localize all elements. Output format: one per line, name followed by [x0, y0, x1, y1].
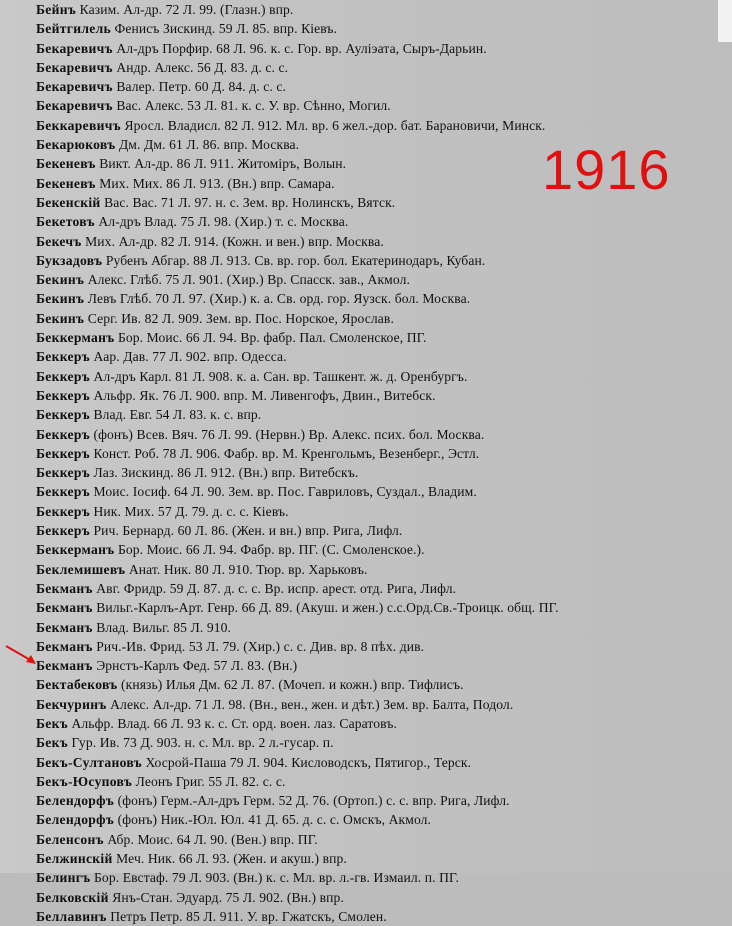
entry-details: Меч. Ник. 66 Л. 93. (Жен. и акуш.) впр. [116, 851, 347, 867]
entry-surname: Бекчуринъ [36, 696, 107, 712]
entry-surname: Белингъ [36, 870, 91, 886]
entry-surname: Белендорфъ [36, 812, 115, 828]
entry-details: Фенисъ Зискинд. 59 Л. 85. впр. Кіевъ. [114, 21, 338, 37]
entry-surname: Беллавинъ [36, 908, 107, 924]
entry-details: Рубенъ Абгар. 88 Л. 913. Св. вр. гор. бол. Екатеринодаръ, Кубан. [105, 252, 486, 268]
entry-details: Конст. Роб. 78 Л. 906. Фабр. вр. М. Кренгольмъ, Везенберг., Эстл. [93, 445, 480, 461]
entry-details: Альфр. Як. 76 Л. 900. впр. М. Ливенгофъ, Двин., Витебск. [93, 387, 436, 403]
entry-surname: Бекъ [36, 735, 68, 751]
entry-details: (князь) Илья Дм. 62 Л. 87. (Мочеп. и кожн.) впр. Тифлисъ. [120, 677, 464, 693]
entry-details: (фонъ) Ник.-Юл. Юл. 41 Д. 65. д. с. с. Омскъ, Акмол. [117, 812, 432, 828]
directory-entry [36, 502, 726, 521]
entry-details: Вас. Вас. 71 Л. 97. н. с. Зем. вр. Нолинскъ, Вятск. [104, 194, 396, 210]
entry-surname: Букзадовъ [36, 252, 103, 268]
entry-surname: Бекенскій [36, 194, 101, 210]
entry-surname: Белендорфъ [36, 793, 115, 809]
entry-surname: Беккеръ [36, 407, 90, 423]
entry-details: Моис. Іосиф. 64 Л. 90. Зем. вр. Пос. Гавриловъ, Суздал., Владим. [93, 484, 477, 500]
entry-surname: Беккаревичъ [36, 117, 121, 133]
entry-details: Викт. Ал-др. 86 Л. 911. Житоміръ, Волын. [99, 156, 347, 172]
entry-details: (фонъ) Всев. Вяч. 76 Л. 99. (Нервн.) Вр. Алекс. псих. бол. Москва. [93, 426, 485, 442]
entry-details: Альфр. Влад. 66 Л. 93 к. с. Ст. орд. воен. лаз. Саратовъ. [71, 715, 397, 731]
entry-surname: Бекманъ [36, 658, 93, 674]
entry-surname: Беклемишевъ [36, 561, 126, 577]
entry-surname: Беленсонъ [36, 831, 104, 847]
directory-entry [36, 810, 726, 829]
directory-entry [36, 598, 726, 617]
entry-surname: Бекечъ [36, 233, 82, 249]
directory-entry [36, 116, 726, 135]
directory-entry [36, 560, 726, 579]
entry-surname: Бекаревичъ [36, 98, 113, 114]
entry-details: Ал-дръ Влад. 75 Л. 98. (Хир.) т. с. Москва. [98, 214, 349, 230]
entry-details: Бор. Моис. 66 Л. 94. Вр. фабр. Пал. Смоленское, ПГ. [117, 330, 427, 346]
entry-surname: Беккеръ [36, 523, 90, 539]
entry-surname: Белжинскій [36, 851, 113, 867]
directory-entry [36, 637, 726, 656]
directory-entry [36, 733, 726, 752]
entry-surname: Бекеневъ [36, 156, 96, 172]
entry-details: Левъ Глѣб. 70 Л. 97. (Хир.) к. а. Св. орд. гор. Яузск. бол. Москва. [87, 291, 471, 307]
directory-entry [36, 212, 726, 231]
directory-entry [36, 347, 726, 366]
entry-surname: Бекъ [36, 715, 68, 731]
directory-entry [36, 58, 726, 77]
entry-surname: Бекинъ [36, 310, 85, 326]
entry-details: Мих. Мих. 86 Л. 913. (Вн.) впр. Самара. [99, 175, 335, 191]
entry-surname: Бекинъ [36, 272, 85, 288]
entry-surname: Беккерманъ [36, 330, 115, 346]
entry-surname: Беккеръ [36, 368, 90, 384]
entry-details: Эрнстъ-Карлъ Фед. 57 Л. 83. (Вн.) [96, 658, 298, 674]
entry-surname: Бекеневъ [36, 175, 96, 191]
entry-details: Влад. Вильг. 85 Л. 910. [96, 619, 232, 635]
entry-details: Абр. Моис. 64 Л. 90. (Вен.) впр. ПГ. [107, 831, 318, 847]
entry-surname: Бекманъ [36, 638, 93, 654]
entry-surname: Бекъ-Юсуповъ [36, 773, 133, 789]
entry-surname: Беккеръ [36, 426, 90, 442]
directory-entry [36, 791, 726, 810]
entry-details: Аар. Дав. 77 Л. 902. впр. Одесса. [93, 349, 287, 365]
entry-details: Алекс. Глѣб. 75 Л. 901. (Хир.) Вр. Спасск. зав., Акмол. [87, 272, 410, 288]
entry-surname: Бекманъ [36, 600, 93, 616]
directory-entry [36, 888, 726, 907]
entry-surname: Беккеръ [36, 349, 90, 365]
directory-entry [36, 830, 726, 849]
directory-entry [36, 425, 726, 444]
directory-entry [36, 618, 726, 637]
entry-details: Хосрой-Паша 79 Л. 904. Кисловодскъ, Пятигор., Терск. [145, 754, 472, 770]
directory-entry [36, 463, 726, 482]
directory-entry [36, 579, 726, 598]
directory-entry [36, 656, 726, 675]
red-arrow-icon [4, 644, 38, 666]
directory-entry [36, 19, 726, 38]
entry-surname: Беккеръ [36, 445, 90, 461]
entry-surname: Беккеръ [36, 387, 90, 403]
entry-details: Вильг.-Карлъ-Арт. Генр. 66 Д. 89. (Акуш. и жен.) с.с.Орд.Св.-Троицк. общ. ПГ. [96, 600, 559, 616]
entry-details: Бор. Моис. 66 Л. 94. Фабр. вр. ПГ. (С. Смоленское.). [117, 542, 425, 558]
entry-surname: Бекаревичъ [36, 59, 113, 75]
directory-entry [36, 540, 726, 559]
entry-surname: Бекарюковъ [36, 137, 116, 153]
entry-details: Мих. Ал-др. 82 Л. 914. (Кожн. и вен.) впр. Москва. [85, 233, 384, 249]
directory-entry [36, 772, 726, 791]
directory-entry [36, 521, 726, 540]
directory-entry [36, 328, 726, 347]
directory-entry [36, 309, 726, 328]
entry-surname: Бекаревичъ [36, 40, 113, 56]
entry-details: Лаз. Зискинд. 86 Л. 912. (Вн.) впр. Витебскъ. [93, 465, 359, 481]
entry-surname: Бекманъ [36, 580, 93, 596]
entry-details: Алекс. Ал-др. 71 Л. 98. (Вн., вен., жен. и дѣт.) Зем. вр. Балта, Подол. [110, 696, 514, 712]
entry-surname: Бектабековъ [36, 677, 118, 693]
entry-surname: Бекъ-Султановъ [36, 754, 142, 770]
directory-entry [36, 714, 726, 733]
entry-surname: Беккеръ [36, 503, 90, 519]
entry-details: Авг. Фридр. 59 Д. 87. д. с. с. Вр. испр. арест. отд. Рига, Лифл. [96, 580, 457, 596]
entry-surname: Беккеръ [36, 465, 90, 481]
entry-details: Бор. Евстаф. 79 Л. 903. (Вн.) к. с. Мл. вр. л.-гв. Измаил. п. ПГ. [94, 870, 459, 886]
entry-details: Яросл. Владисл. 82 Л. 912. Мл. вр. 6 жел.-дор. бат. Барановичи, Минск. [124, 117, 546, 133]
directory-entry [36, 232, 726, 251]
entry-details: Ник. Мих. 57 Д. 79. д. с. с. Кіевъ. [93, 503, 289, 519]
entry-details: Петръ Петр. 85 Л. 911. У. вр. Гжатскъ, Смолен. [110, 908, 387, 924]
directory-entry [36, 444, 726, 463]
directory-entry [36, 0, 726, 19]
directory-entry [36, 39, 726, 58]
directory-entry [36, 907, 726, 926]
directory-entry [36, 96, 726, 115]
entry-details: Казим. Ал-др. 72 Л. 99. (Глазн.) впр. [79, 2, 294, 17]
year-annotation: 1916 [542, 138, 671, 201]
entry-details: (фонъ) Герм.-Ал-дръ Герм. 52 Д. 76. (Ортоп.) с. с. впр. Рига, Лифл. [117, 793, 510, 809]
directory-entry [36, 868, 726, 887]
entry-surname: Бекманъ [36, 619, 93, 635]
entry-details: Анат. Ник. 80 Л. 910. Тюр. вр. Харьковъ. [128, 561, 368, 577]
entry-details: Серг. Ив. 82 Л. 909. Зем. вр. Пос. Норское, Ярослав. [87, 310, 394, 326]
directory-entry [36, 849, 726, 868]
entry-details: Ал-дръ Карл. 81 Л. 908. к. а. Сан. вр. Ташкент. ж. д. Оренбургъ. [93, 368, 468, 384]
entry-surname: Бекинъ [36, 291, 85, 307]
directory-entry [36, 367, 726, 386]
entry-details: Дм. Дм. 61 Л. 86. впр. Москва. [118, 137, 300, 153]
directory-entry [36, 482, 726, 501]
entry-details: Ал-дръ Порфир. 68 Л. 96. к. с. Гор. вр. Ауліэата, Сыръ-Дарьин. [116, 40, 487, 56]
directory-entry [36, 405, 726, 424]
entry-surname: Бейнъ [36, 2, 77, 17]
directory-entry [36, 675, 726, 694]
entry-details: Гур. Ив. 73 Д. 903. н. с. Мл. вр. 2 л.-гусар. п. [71, 735, 334, 751]
entry-surname: Белковскій [36, 889, 109, 905]
entry-details: Рич.-Ив. Фрид. 53 Л. 79. (Хир.) с. с. Див. вр. 8 пѣх. див. [96, 638, 425, 654]
directory-entry [36, 753, 726, 772]
entry-surname: Бекетовъ [36, 214, 95, 230]
entry-surname: Беккерманъ [36, 542, 115, 558]
directory-entry [36, 251, 726, 270]
entry-surname: Бейтгилель [36, 21, 112, 37]
entry-details: Леонъ Григ. 55 Л. 82. с. с. [135, 773, 286, 789]
entry-details: Андр. Алекс. 56 Д. 83. д. с. с. [116, 59, 289, 75]
entry-details: Рич. Бернард. 60 Л. 86. (Жен. и вн.) впр. Рига, Лифл. [93, 523, 403, 539]
entry-details: Валер. Петр. 60 Д. 84. д. с. с. [116, 79, 287, 95]
directory-entry [36, 289, 726, 308]
directory-entry [36, 77, 726, 96]
entry-surname: Беккеръ [36, 484, 90, 500]
entry-details: Влад. Евг. 54 Л. 83. к. с. впр. [93, 407, 262, 423]
directory-entry [36, 695, 726, 714]
entry-details: Янъ-Стан. Эдуард. 75 Л. 902. (Вн.) впр. [112, 889, 344, 905]
directory-entry [36, 270, 726, 289]
entry-details: Вас. Алекс. 53 Л. 81. к. с. У. вр. Сѣнно, Могил. [116, 98, 391, 114]
directory-entry [36, 386, 726, 405]
entry-surname: Бекаревичъ [36, 79, 113, 95]
